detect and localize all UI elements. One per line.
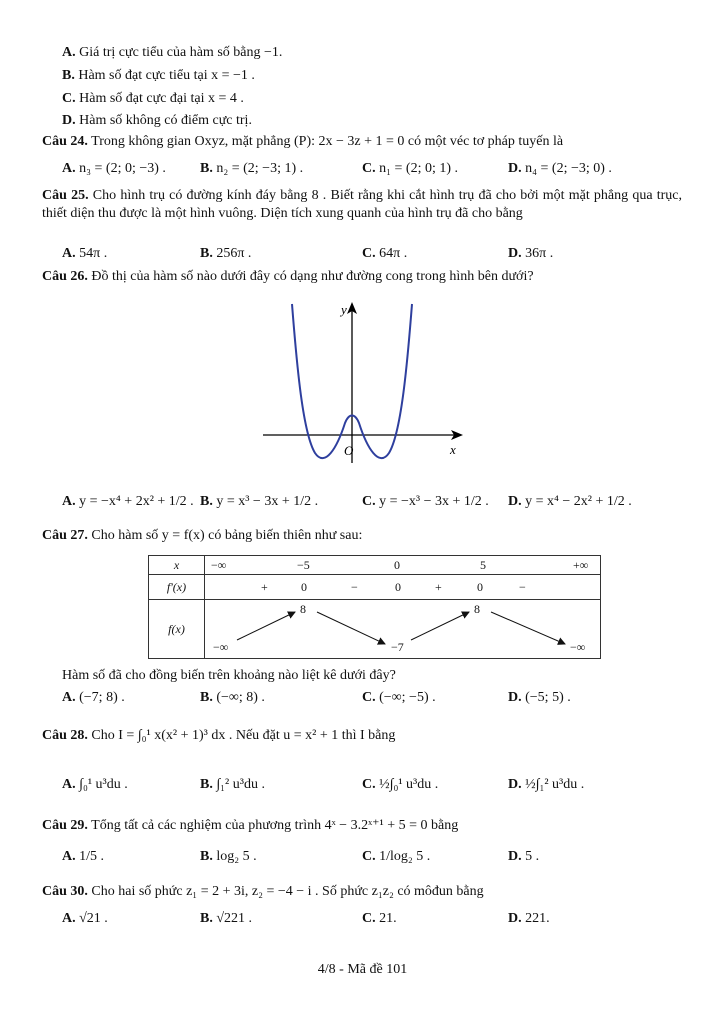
option-text: 36π .: [525, 246, 554, 261]
q24-stem: [42, 133, 563, 151]
q30-option-a: [62, 910, 108, 928]
q29-option-d: [508, 848, 539, 866]
q27-option-b: [200, 689, 265, 707]
option-text: n₄ = (2; −3; 0) .: [525, 161, 612, 176]
option-letter: B.: [200, 246, 213, 261]
option-text: (−5; 5) .: [525, 690, 571, 705]
option-letter: B.: [62, 68, 75, 83]
option-text: Hàm số không có điểm cực trị.: [79, 113, 252, 128]
option-text: 5 .: [525, 849, 540, 864]
option-text: (−∞; −5) .: [379, 690, 436, 705]
option-letter: A.: [62, 690, 76, 705]
q27-option-c: [362, 689, 436, 707]
table-row-function: [149, 600, 601, 659]
q29-option-c: [362, 848, 430, 866]
option-text: log₂ 5 .: [216, 849, 257, 864]
q24-option-d: [508, 160, 612, 178]
option-text: ½∫₀¹ u³du .: [379, 777, 439, 792]
x-value: −5: [297, 558, 310, 572]
q30-option-d: [508, 910, 550, 928]
variation-table: [148, 555, 601, 659]
option-text: Giá trị cực tiểu của hàm số bằng −1.: [79, 45, 283, 60]
question-label: Câu 26.: [42, 269, 88, 284]
q26-graph: [255, 298, 470, 468]
option-letter: C.: [362, 494, 376, 509]
sign: 0: [477, 580, 483, 594]
table-row-derivative: [149, 575, 601, 600]
q27-option-a: [62, 689, 125, 707]
option-letter: D.: [508, 494, 522, 509]
option-text: ∫₁² u³du .: [216, 777, 265, 792]
q30-option-b: [200, 910, 252, 928]
question-text: Cho hai số phức z₁ = 2 + 3i, z₂ = −4 − i . Số phức z₁z₂ có môđun bằng: [91, 884, 484, 899]
f-value: 8: [300, 602, 306, 616]
q26-option-d: [508, 493, 632, 511]
option-text: √221 .: [216, 911, 253, 926]
sign: 0: [395, 580, 401, 594]
sign: 0: [301, 580, 307, 594]
sign: −: [351, 580, 358, 594]
q24-option-b: [200, 160, 303, 178]
option-letter: A.: [62, 45, 76, 60]
q28-option-a: [62, 776, 128, 794]
option-letter: C.: [362, 690, 376, 705]
option-text: (−∞; 8) .: [216, 690, 265, 705]
q28-stem: [42, 727, 395, 745]
question-text: Đồ thị của hàm số nào dưới đây có dạng như đường cong trong hình bên dưới?: [91, 269, 534, 284]
q30-stem: [42, 883, 484, 901]
q24-option-c: [362, 160, 458, 178]
question-label: Câu 28.: [42, 728, 88, 743]
option-text: 221.: [525, 911, 550, 926]
option-letter: C.: [362, 911, 376, 926]
row-label-function: f(x): [149, 600, 205, 659]
option-text: y = −x³ − 3x + 1/2 .: [379, 494, 489, 509]
arrow-down: [317, 612, 385, 644]
arrow-up: [411, 612, 469, 640]
option-letter: C.: [362, 246, 376, 261]
q28-option-d: [508, 776, 584, 794]
origin-label: O: [344, 443, 354, 458]
option-text: ½∫₁² u³du .: [525, 777, 585, 792]
variation-arrows: [205, 600, 600, 658]
q29-option-a: [62, 848, 104, 866]
q25-stem: [42, 187, 682, 223]
q25-option-d: [508, 245, 553, 263]
option-letter: D.: [62, 113, 76, 128]
question-label: Câu 27.: [42, 528, 88, 543]
question-label: Câu 29.: [42, 818, 88, 833]
option-text: 64π .: [379, 246, 408, 261]
q29-stem: [42, 817, 458, 835]
q25-option-c: [362, 245, 407, 263]
option-letter: B.: [200, 777, 213, 792]
question-text: Tổng tất cả các nghiệm của phương trình 4ˣ − 3.2ˣ⁺¹ + 5 = 0 bằng: [91, 818, 459, 833]
option-text: 256π .: [216, 246, 252, 261]
option-text: 1/log₂ 5 .: [379, 849, 431, 864]
q23-option-d: [62, 112, 252, 130]
q30-option-c: [362, 910, 397, 928]
question-label: Câu 30.: [42, 884, 88, 899]
option-letter: D.: [508, 246, 522, 261]
sign: +: [435, 580, 442, 594]
option-letter: D.: [508, 690, 522, 705]
option-letter: A.: [62, 849, 76, 864]
q28-option-c: [362, 776, 438, 794]
option-letter: C.: [362, 777, 376, 792]
option-text: 21.: [379, 911, 397, 926]
option-text: 54π .: [79, 246, 108, 261]
row-label-derivative: f'(x): [149, 575, 205, 600]
option-letter: D.: [508, 911, 522, 926]
x-value: 0: [394, 558, 400, 572]
table-row-x: [149, 556, 601, 575]
x-value: +∞: [573, 558, 589, 572]
option-text: (−7; 8) .: [79, 690, 125, 705]
q23-option-a: [62, 44, 282, 62]
option-text: y = x³ − 3x + 1/2 .: [216, 494, 319, 509]
q23-option-c: [62, 90, 244, 108]
option-letter: D.: [508, 849, 522, 864]
option-letter: D.: [508, 777, 522, 792]
q25-option-b: [200, 245, 251, 263]
q26-option-a: [62, 493, 194, 511]
f-value: 8: [474, 602, 480, 616]
question-label: Câu 24.: [42, 134, 88, 149]
q25-option-a: [62, 245, 107, 263]
option-letter: A.: [62, 911, 76, 926]
option-letter: A.: [62, 161, 76, 176]
question-text: Cho I = ∫₀¹ x(x² + 1)³ dx . Nếu đặt u = x² + 1 thì I bằng: [91, 728, 396, 743]
option-letter: B.: [200, 494, 213, 509]
q27-option-d: [508, 689, 571, 707]
option-letter: B.: [200, 690, 213, 705]
row-label-x: x: [149, 556, 205, 575]
q24-option-a: [62, 160, 166, 178]
option-text: n₃ = (2; 0; −3) .: [79, 161, 166, 176]
q26-option-c: [362, 493, 489, 511]
option-letter: C.: [362, 849, 376, 864]
function-values-cell: [205, 600, 601, 659]
x-value: −∞: [211, 558, 227, 572]
option-text: √21 .: [79, 911, 108, 926]
f-value: −∞: [213, 640, 229, 654]
f-value: −∞: [570, 640, 586, 654]
q27-stem: [42, 527, 362, 545]
sign: +: [261, 580, 268, 594]
q27-subquestion: Hàm số đã cho đồng biến trên khoảng nào liệt kê dưới đây?: [62, 668, 396, 683]
option-letter: C.: [62, 91, 76, 106]
option-letter: C.: [362, 161, 376, 176]
question-label: Câu 25.: [42, 188, 89, 203]
question-text: Cho hàm số y = f(x) có bảng biến thiên như sau:: [91, 528, 363, 543]
q28-option-b: [200, 776, 265, 794]
arrow-down: [491, 612, 565, 644]
option-letter: B.: [200, 911, 213, 926]
option-text: Hàm số đạt cực đại tại x = 4 .: [79, 91, 244, 106]
option-text: 1/5 .: [79, 849, 105, 864]
page-footer: 4/8 - Mã đề 101: [317, 962, 408, 977]
f-value: −7: [391, 640, 404, 654]
option-text: Hàm số đạt cực tiểu tại x = −1 .: [78, 68, 255, 83]
q29-option-b: [200, 848, 257, 866]
x-value: 5: [480, 558, 486, 572]
option-letter: B.: [200, 849, 213, 864]
x-values-cell: [205, 556, 601, 575]
y-axis-label: y: [341, 302, 347, 317]
q26-option-b: [200, 493, 318, 511]
derivative-signs-cell: [205, 575, 601, 600]
option-text: ∫₀¹ u³du .: [79, 777, 128, 792]
sign: −: [519, 580, 526, 594]
option-letter: D.: [508, 161, 522, 176]
option-letter: A.: [62, 777, 76, 792]
q26-stem: [42, 268, 534, 286]
option-text: y = x⁴ − 2x² + 1/2 .: [525, 494, 632, 509]
x-axis-label: x: [450, 442, 456, 457]
option-letter: A.: [62, 246, 76, 261]
option-letter: A.: [62, 494, 76, 509]
arrow-up: [237, 612, 295, 640]
q23-option-b: [62, 67, 255, 85]
question-text: Cho hình trụ có đường kính đáy bằng 8 . Biết rằng khi cắt hình trụ đã cho bởi một mặt phẳng qua trục, thiết diện thu được là một hình vuông. Diện tích xung quanh của hình trụ đã cho bằng: [42, 188, 683, 221]
option-text: n₁ = (2; 0; 1) .: [379, 161, 459, 176]
option-text: n₂ = (2; −3; 1) .: [216, 161, 304, 176]
option-letter: B.: [200, 161, 213, 176]
question-text: Trong không gian Oxyz, mặt phẳng (P): 2x − 3z + 1 = 0 có một véc tơ pháp tuyến là: [91, 134, 564, 149]
option-text: y = −x⁴ + 2x² + 1/2 .: [79, 494, 194, 509]
